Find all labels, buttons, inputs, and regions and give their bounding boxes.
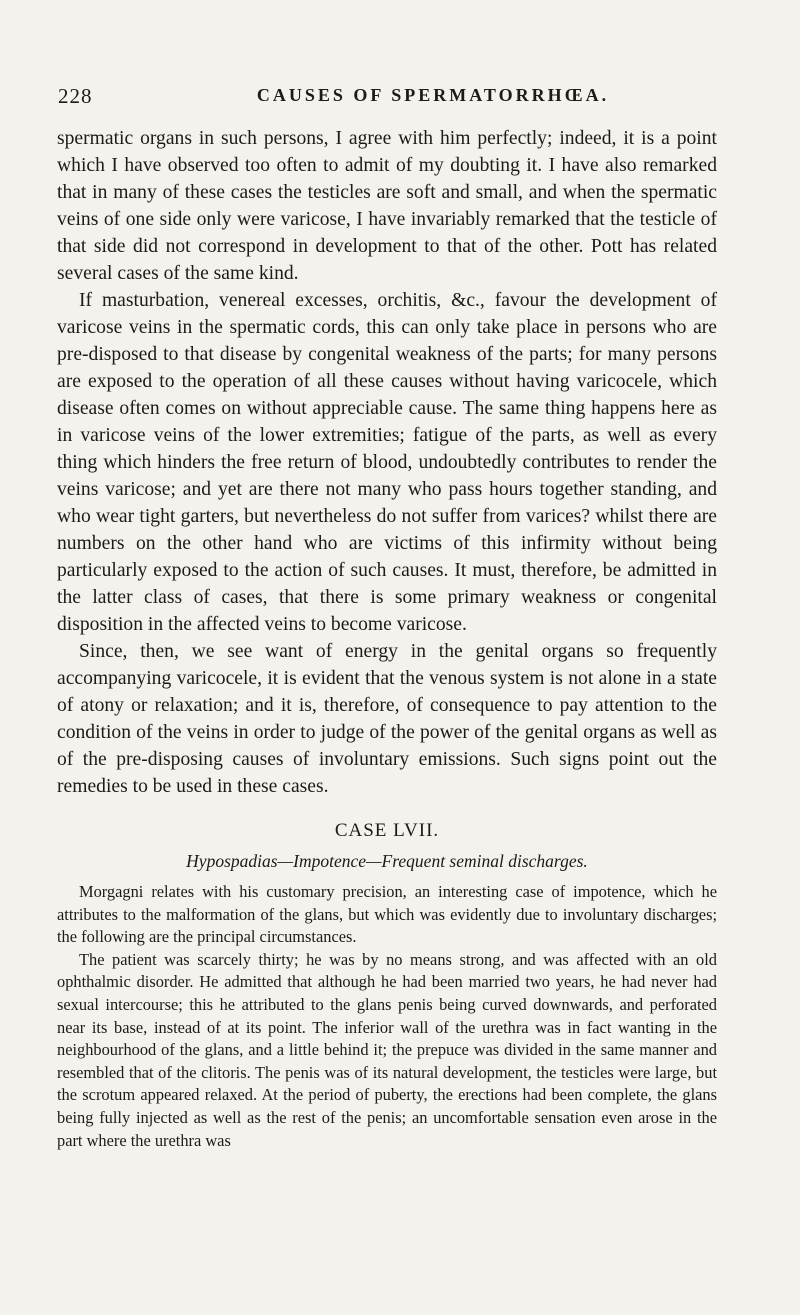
page-header <box>58 84 718 114</box>
body-text <box>57 125 717 1152</box>
paragraph-masturbation: If masturbation, venereal excesses, orchitis, &c., favour the development of varicose veins in the spermatic cords, this can only take place in persons who are pre-disposed to that disease by congenital weakness of the parts; for many persons are exposed to the operation of all these causes without having varicocele, which disease often comes on without appreciable cause. The same thing happens here as in varicose veins of the lower extremities; fatigue of the parts, as well as every thing which hinders the free return of blood, undoubtedly contributes to render the veins varicose; and yet are there not many who pass hours together standing, and who wear tight garters, but nevertheless do not suffer from varices? whilst there are numbers on the other hand who are victims of this infirmity without being particularly exposed to the action of such causes. It must, therefore, be admitted in the latter class of cases, that there is some primary weakness or congenital disposition in the affected veins to become varicose. <box>57 290 717 635</box>
case-heading: CASE LVII. <box>334 820 440 841</box>
running-title: CAUSES OF SPERMATORRHŒA. <box>256 85 610 105</box>
paragraph-energy: Since, then, we see want of energy in the genital organs so frequently accompanying varicocele, it is evident that the venous system is not alone in a state of atony or relaxation; and it is, therefore, of consequence to pay attention to the condition of the veins in order to judge of the power of the genital organs as well as of the pre-disposing causes of involuntary emissions. Such signs point out the remedies to be used in these cases. <box>57 641 717 797</box>
case-subtitle: Hypospadias—Impotence—Frequent seminal discharges. <box>186 851 588 871</box>
page-number: 228 <box>58 84 93 108</box>
paragraph-continuation: spermatic organs in such persons, I agree with him perfectly; indeed, it is a point which I have observed too often to admit of my doubting it. I have also remarked that in many of these cases the testicles are soft and small, and when the spermatic veins of one side only were varicose, I have invariably remarked that the testicle of that side did not correspond in development to that of the other. Pott has related several cases of the same kind. <box>57 128 717 284</box>
case-paragraph-patient: The patient was scarcely thirty; he was by no means strong, and was affected with an old ophthalmic disorder. He admitted that although he had been married two years, he had never had sexual intercourse; this he attributed to the glans penis being curved downwards, and perforated near its base, instead of at its point. The inferior wall of the urethra was in fact wanting in the neighbourhood of the glans, and a little behind it; the prepuce was divided in the same manner and resembled that of the clitoris. The penis was of its natural development, the testicles were large, but the scrotum appeared relaxed. At the period of puberty, the erections had been complete, the glans being fully injected as well as the rest of the penis; an uncomfortable sensation even arose in the part where the urethra was <box>57 949 717 1150</box>
case-paragraph-morgagni: Morgagni relates with his customary precision, an interesting case of impotence, which he attributes to the malformation of the glans, but which was evidently due to involuntary discharges; the following are the principal circumstances. <box>57 882 717 947</box>
